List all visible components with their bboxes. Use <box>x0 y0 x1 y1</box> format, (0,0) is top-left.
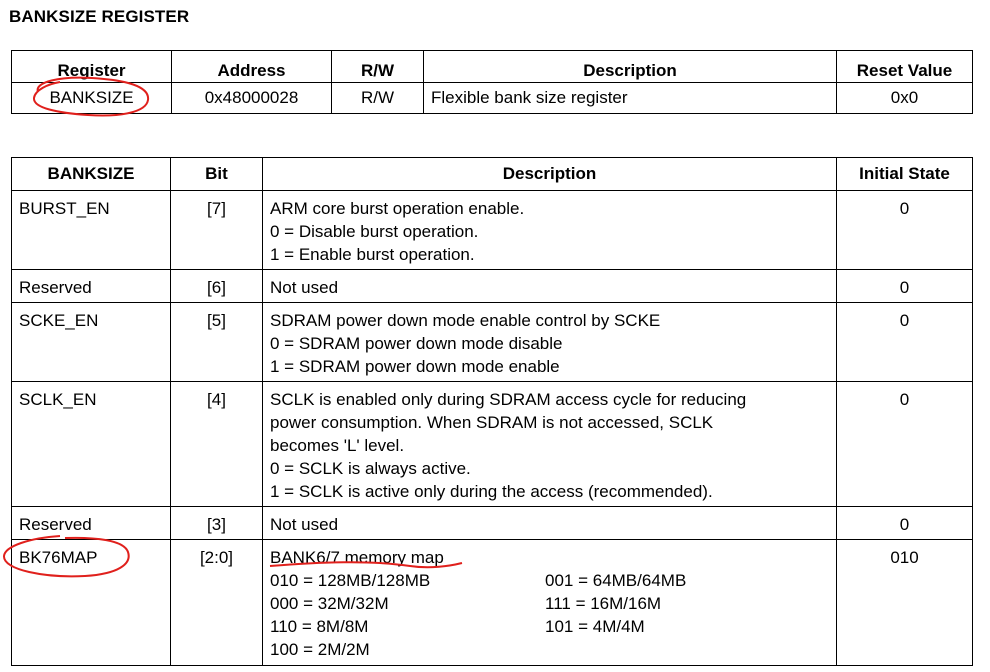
memory-map-entry: 111 = 16M/16M <box>545 594 662 613</box>
register-rw: R/W <box>332 83 424 114</box>
header-register: Register <box>12 51 172 83</box>
field-description <box>263 191 837 270</box>
description-line: SCLK is enabled only during SDRAM access cycle for reducing <box>270 390 747 409</box>
register-row <box>12 83 973 114</box>
field-description <box>263 303 837 382</box>
header-description: Description <box>263 158 837 191</box>
register-table <box>11 50 973 114</box>
field-name: BURST_EN <box>12 191 171 270</box>
field-bit: [7] <box>171 191 263 270</box>
description-line: 0 = SDRAM power down mode disable <box>270 334 563 353</box>
description-line: Not used <box>270 515 339 534</box>
field-name: BK76MAP <box>12 540 171 666</box>
field-bit: [6] <box>171 270 263 303</box>
field-bit: [3] <box>171 507 263 540</box>
memory-map-entry: 101 = 4M/4M <box>545 617 645 636</box>
bit-table-header <box>12 158 973 191</box>
description-line: power consumption. When SDRAM is not accessed, SCLK <box>270 413 714 432</box>
field-name: Reserved <box>12 507 171 540</box>
field-name: SCKE_EN <box>12 303 171 382</box>
field-initial-state: 0 <box>837 507 973 540</box>
register-description: Flexible bank size register <box>424 83 837 114</box>
table-row <box>12 191 973 270</box>
header-banksize: BANKSIZE <box>12 158 171 191</box>
register-table-header <box>12 51 973 83</box>
header-rw: R/W <box>332 51 424 83</box>
field-initial-state: 010 <box>837 540 973 666</box>
description-line: SDRAM power down mode enable control by SCKE <box>270 311 661 330</box>
header-bit: Bit <box>171 158 263 191</box>
description-line: ARM core burst operation enable. <box>270 199 525 218</box>
table-row <box>12 303 973 382</box>
field-name: Reserved <box>12 270 171 303</box>
table-row <box>12 540 973 666</box>
memory-map-title: BANK6/7 memory map <box>270 548 444 567</box>
field-bit: [2:0] <box>171 540 263 666</box>
field-description <box>263 270 837 303</box>
description-line: 1 = SCLK is active only during the access (recommended). <box>270 482 713 501</box>
memory-map-entry: 100 = 2M/2M <box>270 640 370 659</box>
bit-field-table <box>11 157 973 666</box>
register-name: BANKSIZE <box>12 83 172 114</box>
field-description <box>263 540 837 666</box>
field-bit: [4] <box>171 382 263 507</box>
field-name: SCLK_EN <box>12 382 171 507</box>
header-initial-state: Initial State <box>837 158 973 191</box>
description-line: 1 = Enable burst operation. <box>270 245 475 264</box>
memory-map-entry: 001 = 64MB/64MB <box>545 571 687 590</box>
section-title: BANKSIZE REGISTER <box>9 7 190 26</box>
memory-map-grid <box>270 569 836 661</box>
table-row <box>12 382 973 507</box>
description-line: 0 = Disable burst operation. <box>270 222 479 241</box>
table-row <box>12 507 973 540</box>
memory-map-entry: 010 = 128MB/128MB <box>270 571 431 590</box>
field-initial-state: 0 <box>837 382 973 507</box>
register-address: 0x48000028 <box>172 83 332 114</box>
field-initial-state: 0 <box>837 191 973 270</box>
description-line: 1 = SDRAM power down mode enable <box>270 357 560 376</box>
field-description <box>263 382 837 507</box>
description-line: Not used <box>270 278 339 297</box>
memory-map-entry: 110 = 8M/8M <box>270 617 369 636</box>
memory-map-entry: 000 = 32M/32M <box>270 594 389 613</box>
header-address: Address <box>172 51 332 83</box>
description-line: becomes 'L' level. <box>270 436 405 455</box>
header-reset-value: Reset Value <box>837 51 973 83</box>
table-row <box>12 270 973 303</box>
register-reset-value: 0x0 <box>837 83 973 114</box>
field-initial-state: 0 <box>837 303 973 382</box>
field-description <box>263 507 837 540</box>
field-bit: [5] <box>171 303 263 382</box>
field-initial-state: 0 <box>837 270 973 303</box>
description-line: 0 = SCLK is always active. <box>270 459 471 478</box>
header-description: Description <box>424 51 837 83</box>
